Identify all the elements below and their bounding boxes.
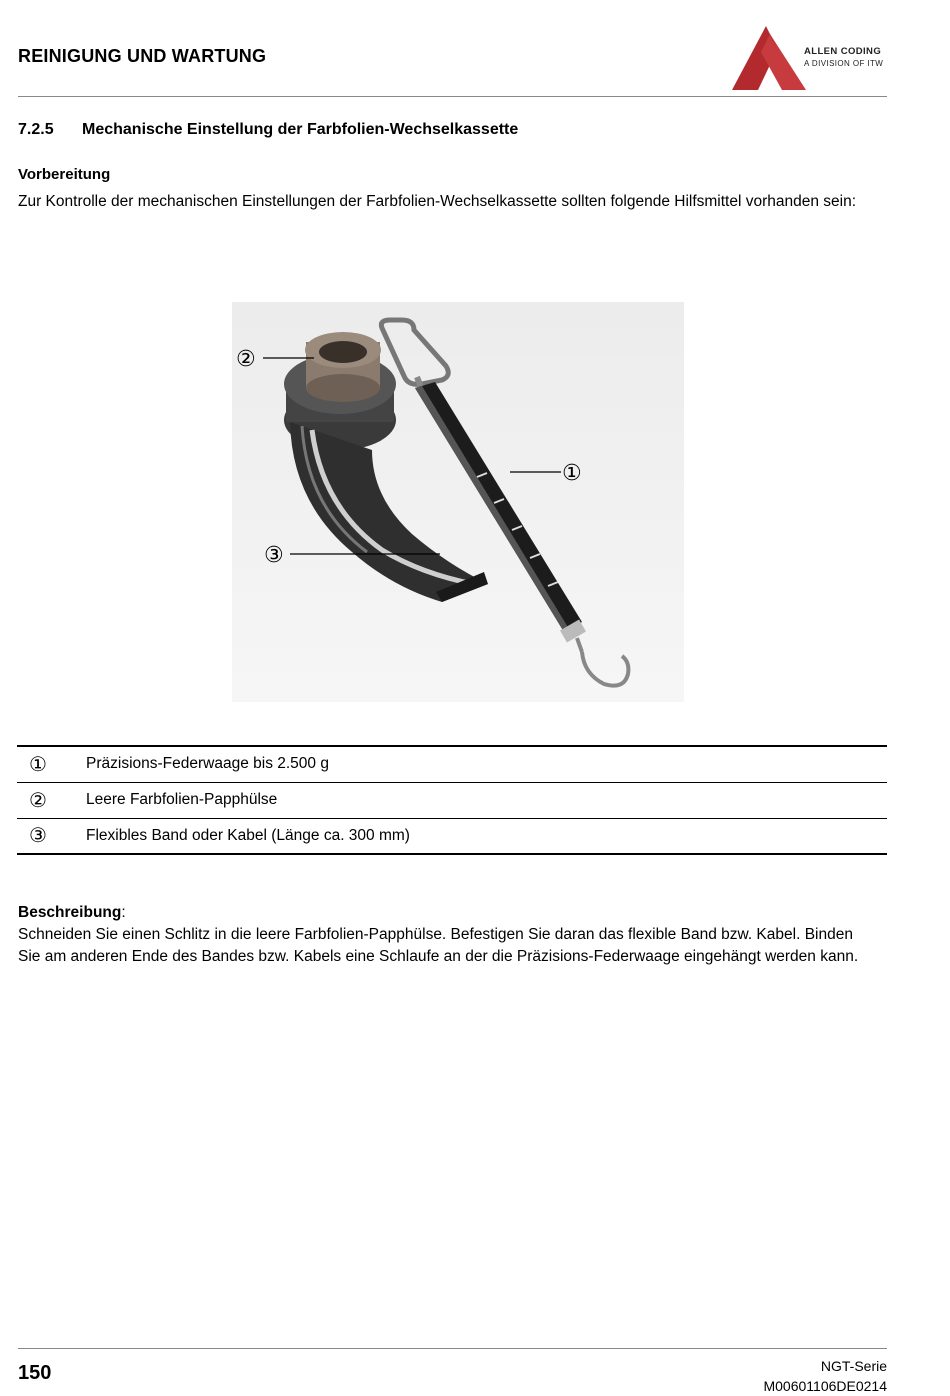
section-title: Mechanische Einstellung der Farbfolien-Wechselkassette	[82, 121, 519, 138]
legend-symbol: ②	[29, 789, 47, 812]
description-heading: Beschreibung	[18, 904, 122, 921]
legend-label: Flexibles Band oder Kabel (Länge ca. 300 mm)	[86, 826, 410, 844]
header-divider	[18, 96, 887, 97]
callout-2: ②	[236, 347, 256, 372]
legend-symbol: ③	[29, 825, 47, 848]
section-heading	[18, 121, 518, 139]
legend-row	[17, 746, 887, 782]
logo-tagline: A DIVISION OF ITW	[804, 59, 884, 68]
footer-series: NGT-Serie	[820, 1358, 887, 1374]
description-line-1: Schneiden Sie einen Schlitz in die leere Farbfolien-Papphülse. Befestigen Sie daran das flexible Band bzw. Kabel. Binden	[18, 926, 853, 943]
section-number: 7.2.5	[18, 121, 54, 138]
footer-doc-info	[763, 1356, 887, 1396]
legend-label: Präzisions-Federwaage bis 2.500 g	[86, 755, 329, 773]
tools-photo	[232, 302, 684, 702]
logo-brand-name: ALLEN CODING	[804, 46, 882, 57]
footer-doc-code: M00601106DE0214	[763, 1378, 887, 1394]
tools-photo-illustration	[232, 302, 684, 702]
callout-3: ③	[264, 543, 284, 568]
legend-symbol: ①	[29, 753, 47, 776]
page-number: 150	[18, 1362, 52, 1384]
callout-1: ①	[562, 461, 582, 486]
legend-row	[17, 818, 887, 854]
legend-table	[17, 745, 887, 855]
legend-label: Leere Farbfolien-Papphülse	[86, 791, 278, 808]
footer-divider	[18, 1348, 887, 1349]
preparation-text: Zur Kontrolle der mechanischen Einstellungen der Farbfolien-Wechselkassette sollten folgende Hilfsmittel vorhanden sein:	[18, 193, 857, 210]
logo-triangle-icon	[730, 24, 810, 94]
legend-row	[17, 782, 887, 818]
description-colon: :	[121, 904, 126, 921]
description-line-2: Sie am anderen Ende des Bandes bzw. Kabels eine Schlaufe an der die Präzisions-Federwaage eingehängt werden kann.	[18, 948, 859, 965]
description-heading-line	[18, 902, 888, 924]
company-logo	[730, 24, 890, 94]
preparation-heading: Vorbereitung	[18, 166, 111, 183]
page-header-title: REINIGUNG UND WARTUNG	[18, 46, 267, 66]
